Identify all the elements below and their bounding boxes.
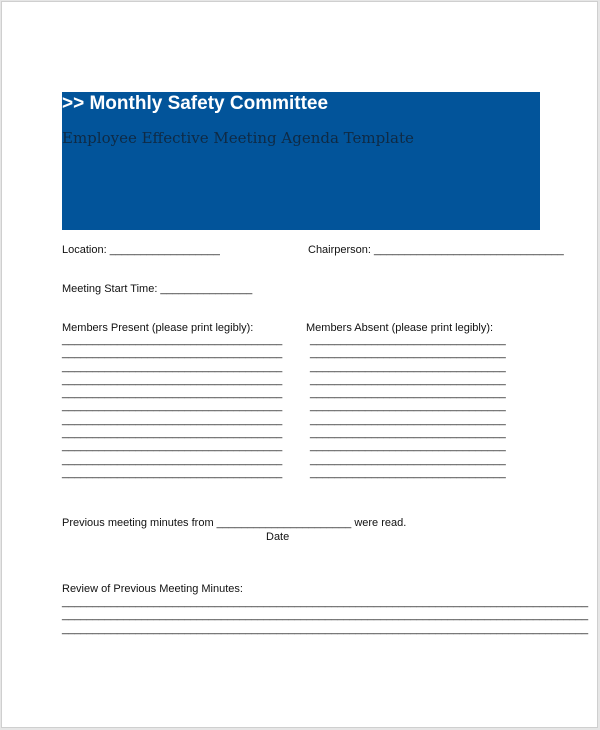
- location-field: Location: __________________: [62, 244, 220, 256]
- date-caption: Date: [266, 531, 290, 543]
- document-page: [1, 1, 598, 728]
- page-subtitle: Employee Effective Meeting Agenda Template: [62, 129, 414, 147]
- present-line: ____________________________________: [62, 413, 283, 426]
- absent-line: ________________________________: [310, 360, 506, 373]
- present-line: ____________________________________: [62, 466, 283, 479]
- members-absent-lines: [310, 334, 506, 480]
- present-line: ____________________________________: [62, 334, 283, 346]
- present-line: ____________________________________: [62, 400, 283, 413]
- members-present-label: Members Present (please print legibly):: [62, 322, 254, 334]
- review-line: ______________________________________________________________________________________: [62, 609, 589, 622]
- absent-line: ________________________________: [310, 387, 506, 400]
- present-line: ____________________________________: [62, 453, 283, 466]
- present-line: ____________________________________: [62, 360, 283, 373]
- previous-minutes-sentence: Previous meeting minutes from ______________________ were read.: [62, 517, 407, 529]
- present-line: ____________________________________: [62, 347, 283, 360]
- meeting-start-time-field: Meeting Start Time: _______________: [62, 283, 253, 295]
- absent-line: ________________________________: [310, 427, 506, 440]
- chairperson-field: Chairperson: _______________________________: [308, 244, 564, 256]
- absent-line: ________________________________: [310, 334, 506, 346]
- review-line: ______________________________________________________________________________________: [62, 596, 589, 608]
- review-line: ______________________________________________________________________________________: [62, 622, 589, 635]
- absent-line: ________________________________: [310, 413, 506, 426]
- present-line: ____________________________________: [62, 373, 283, 386]
- review-lines: [62, 596, 588, 636]
- present-line: ____________________________________: [62, 440, 283, 453]
- page-title: >> Monthly Safety Committee: [62, 93, 329, 114]
- members-absent-label: Members Absent (please print legibly):: [306, 322, 494, 334]
- absent-line: ________________________________: [310, 373, 506, 386]
- review-minutes-label: Review of Previous Meeting Minutes:: [62, 583, 243, 595]
- members-present-lines: [62, 334, 282, 480]
- present-line: ____________________________________: [62, 427, 283, 440]
- present-line: ____________________________________: [62, 387, 283, 400]
- absent-line: ________________________________: [310, 440, 506, 453]
- absent-line: ________________________________: [310, 347, 506, 360]
- absent-line: ________________________________: [310, 466, 506, 479]
- absent-line: ________________________________: [310, 453, 506, 466]
- header-banner: [62, 92, 540, 230]
- absent-line: ________________________________: [310, 400, 506, 413]
